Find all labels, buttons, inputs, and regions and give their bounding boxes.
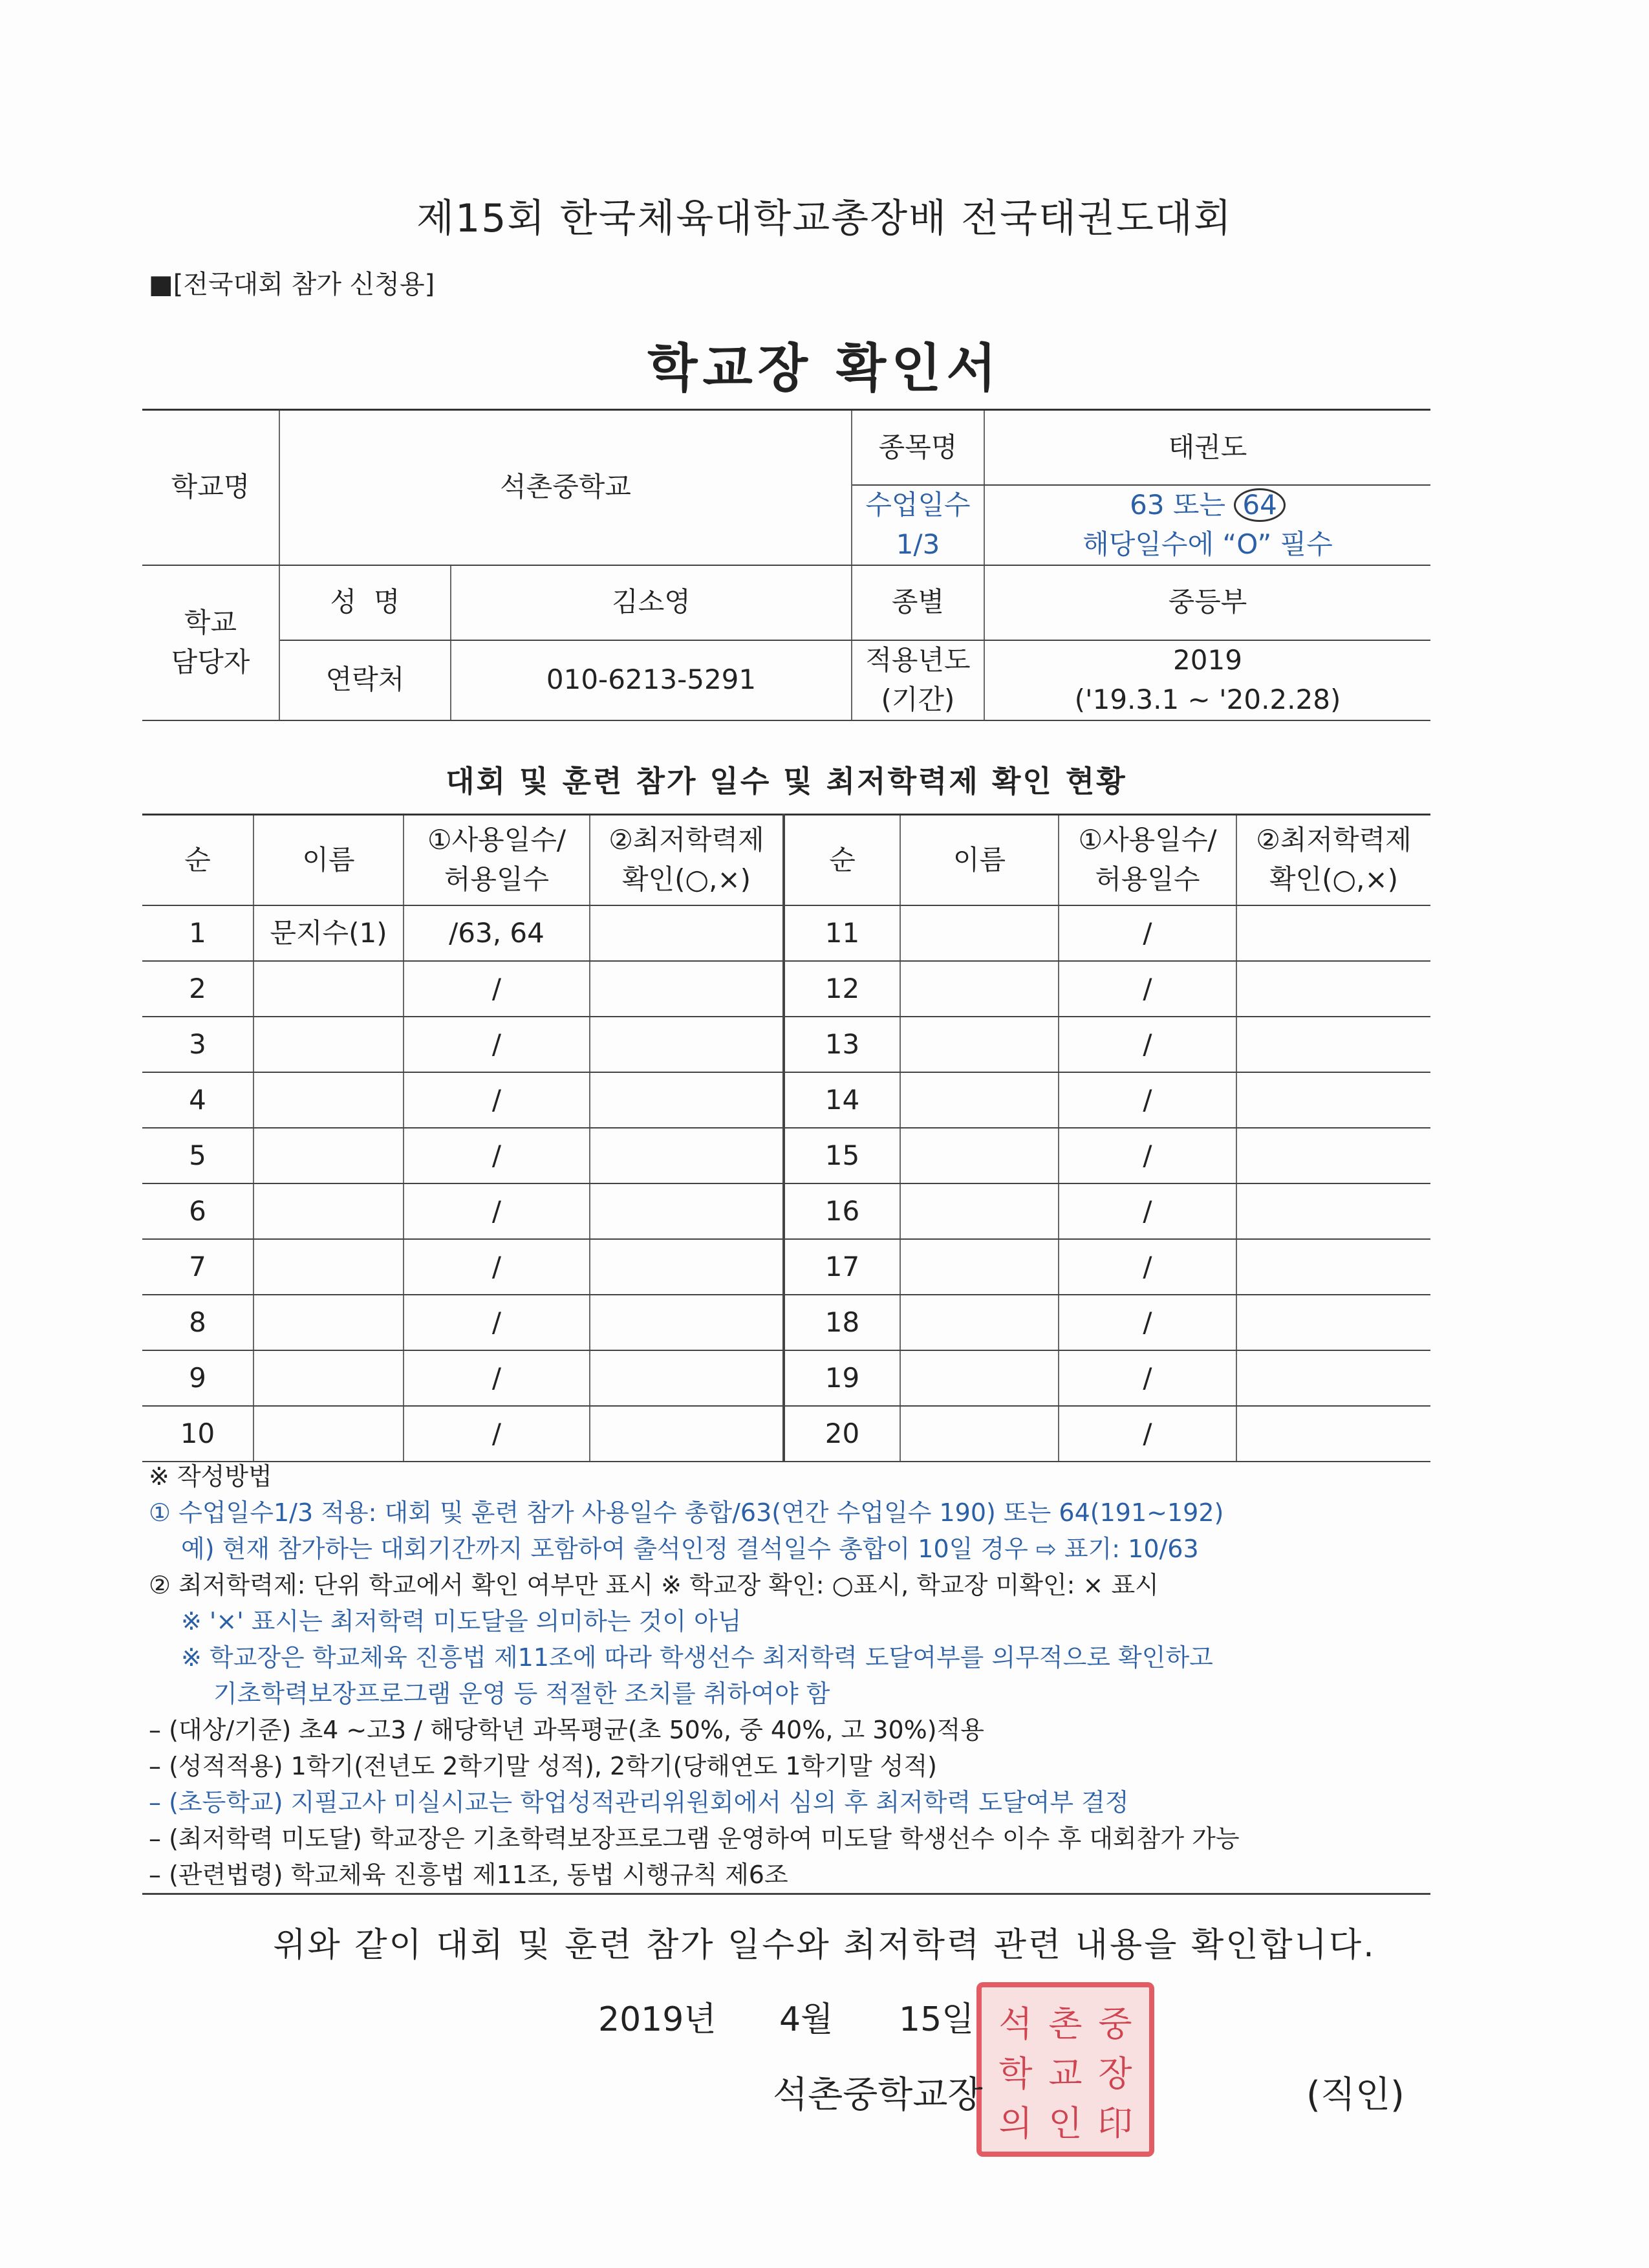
days-used: / — [404, 1350, 590, 1406]
academic-check — [1236, 961, 1430, 1017]
col-header-no: 순 — [784, 815, 900, 906]
form-type-label: ■[전국대회 참가 신청용] — [149, 270, 435, 299]
row-number: 6 — [142, 1183, 253, 1239]
days-used: / — [1059, 1072, 1236, 1128]
academic-check — [1236, 1017, 1430, 1072]
days-used: / — [1059, 1017, 1236, 1072]
date-month: 4월 — [779, 2000, 834, 2039]
table-row — [142, 1350, 1430, 1406]
days-used: / — [404, 1295, 590, 1350]
participant-name — [253, 1017, 404, 1072]
academic-check — [590, 1183, 784, 1239]
row-number: 18 — [784, 1295, 900, 1350]
academic-check — [590, 961, 784, 1017]
col-header-academic: ②최저학력제 확인(○,×) — [590, 815, 784, 906]
instruction-line: ② 최저학력제: 단위 학교에서 확인 여부만 표시 ※ 학교장 확인: ○표시, 학교장 미확인: × 표시 — [149, 1571, 1159, 1599]
row-number: 16 — [784, 1183, 900, 1239]
instruction-line: – (관련법령) 학교체육 진흥법 제11조, 동법 시행규칙 제6조 — [149, 1861, 788, 1889]
days-used: / — [404, 961, 590, 1017]
row-number: 4 — [142, 1072, 253, 1128]
participant-name — [253, 1406, 404, 1462]
school-days-label: 수업일수 1/3 — [852, 485, 984, 565]
instruction-line: ※ '×' 표시는 최저학력 미도달을 의미하는 것이 아님 — [181, 1607, 742, 1636]
row-number: 8 — [142, 1295, 253, 1350]
participant-name — [900, 905, 1059, 961]
academic-check — [1236, 1295, 1430, 1350]
name-value: 김소영 — [451, 565, 852, 640]
days-used: / — [1059, 1128, 1236, 1183]
table-row — [142, 1183, 1430, 1239]
date-day: 15일 — [899, 2000, 975, 2039]
participant-name — [900, 1128, 1059, 1183]
document-title: 학교장 확인서 — [647, 338, 1002, 398]
academic-check — [590, 1350, 784, 1406]
row-number: 20 — [784, 1406, 900, 1462]
days-used: / — [1059, 1295, 1236, 1350]
participant-name — [900, 1072, 1059, 1128]
row-number: 17 — [784, 1239, 900, 1295]
participant-name — [253, 961, 404, 1017]
participant-name — [900, 961, 1059, 1017]
days-used: / — [1059, 961, 1236, 1017]
school-name-value: 석촌중학교 — [279, 410, 852, 565]
academic-check — [1236, 1072, 1430, 1128]
days-used: / — [404, 1128, 590, 1183]
academic-check — [590, 1017, 784, 1072]
academic-check — [590, 1072, 784, 1128]
academic-check — [590, 905, 784, 961]
academic-check — [1236, 905, 1430, 961]
participant-name — [253, 1128, 404, 1183]
academic-check — [590, 1295, 784, 1350]
instruction-line: – (최저학력 미도달) 학교장은 기초학력보장프로그램 운영하여 미도달 학생선수 이수 후 대회참가 가능 — [149, 1824, 1240, 1853]
table-row — [142, 1295, 1430, 1350]
academic-check — [1236, 1128, 1430, 1183]
division-value: 중등부 — [984, 565, 1430, 640]
school-info-table — [142, 409, 1430, 721]
row-number: 1 — [142, 905, 253, 961]
days-used: / — [404, 1183, 590, 1239]
date-year: 2019년 — [598, 2000, 717, 2039]
academic-check — [590, 1128, 784, 1183]
participant-name — [253, 1295, 404, 1350]
col-header-no: 순 — [142, 815, 253, 906]
participant-name — [253, 1350, 404, 1406]
participant-name — [253, 1183, 404, 1239]
academic-check — [590, 1239, 784, 1295]
confirmation-text: 위와 같이 대회 및 훈련 참가 일수와 최저학력 관련 내용을 확인합니다. — [273, 1926, 1376, 1965]
days-used: / — [404, 1406, 590, 1462]
contact-value: 010-6213-5291 — [451, 640, 852, 720]
days-used: / — [404, 1072, 590, 1128]
sport-value: 태권도 — [984, 410, 1430, 486]
contact-label: 연락처 — [279, 640, 451, 720]
table-row — [142, 1239, 1430, 1295]
row-number: 10 — [142, 1406, 253, 1462]
row-number: 12 — [784, 961, 900, 1017]
circled-days-value: 64 — [1234, 488, 1285, 522]
days-used: / — [1059, 1183, 1236, 1239]
table-row — [142, 1017, 1430, 1072]
division-label: 종별 — [852, 565, 984, 640]
participant-name — [253, 1239, 404, 1295]
col-header-name: 이름 — [900, 815, 1059, 906]
days-used: / — [1059, 1350, 1236, 1406]
divider — [142, 1893, 1430, 1895]
row-number: 14 — [784, 1072, 900, 1128]
participant-name — [900, 1239, 1059, 1295]
participant-name: 문지수(1) — [253, 905, 404, 961]
col-header-days: ①사용일수/ 허용일수 — [404, 815, 590, 906]
row-number: 11 — [784, 905, 900, 961]
participant-name — [900, 1295, 1059, 1350]
section-title: 대회 및 훈련 참가 일수 및 최저학력제 확인 현황 — [446, 764, 1127, 799]
instruction-line: – (대상/기준) 초4 ~고3 / 해당학년 과목평균(초 50%, 중 40%, 고 30%)적용 — [149, 1716, 984, 1744]
participant-name — [900, 1406, 1059, 1462]
table-row — [142, 961, 1430, 1017]
academic-check — [590, 1406, 784, 1462]
school-name-label: 학교명 — [142, 410, 279, 565]
col-header-name: 이름 — [253, 815, 404, 906]
row-number: 3 — [142, 1017, 253, 1072]
participant-name — [900, 1017, 1059, 1072]
instruction-line: ※ 학교장은 학교체육 진흥법 제11조에 따라 학생선수 최저학력 도달여부를 의무적으로 확인하고 — [181, 1643, 1213, 1672]
academic-check — [1236, 1183, 1430, 1239]
participant-name — [900, 1350, 1059, 1406]
participant-name — [900, 1183, 1059, 1239]
table-row — [142, 1072, 1430, 1128]
table-row — [142, 905, 1430, 961]
participation-rows — [142, 905, 1430, 1462]
table-row — [142, 1128, 1430, 1183]
instruction-line: 기초학력보장프로그램 운영 등 적절한 조치를 취하여야 함 — [213, 1679, 830, 1708]
row-number: 2 — [142, 961, 253, 1017]
academic-check — [1236, 1239, 1430, 1295]
seal-label: (직인) — [1306, 2074, 1405, 2116]
days-used: / — [404, 1017, 590, 1072]
days-used: / — [1059, 905, 1236, 961]
days-used: / — [404, 1239, 590, 1295]
signer-title: 석촌중학교장 — [773, 2074, 983, 2116]
participation-table — [142, 814, 1430, 1462]
academic-check — [1236, 1350, 1430, 1406]
participant-name — [253, 1072, 404, 1128]
instruction-lines — [149, 1495, 1455, 1893]
sport-label: 종목명 — [852, 410, 984, 486]
manager-label: 학교 담당자 — [142, 565, 279, 720]
instructions — [149, 1458, 1455, 1893]
year-label: 적용년도 (기간) — [852, 640, 984, 720]
days-used: / — [1059, 1406, 1236, 1462]
instructions-heading: ※ 작성방법 — [149, 1462, 272, 1491]
school-days-value: 63 또는 64 해당일수에 “O” 필수 — [984, 485, 1430, 565]
col-header-academic: ②최저학력제 확인(○,×) — [1236, 815, 1430, 906]
official-seal-stamp: 석 촌 중 학 교 장 의 인 印 — [976, 1982, 1154, 2157]
event-title: 제15회 한국체육대학교총장배 전국태권도대회 — [416, 196, 1233, 241]
days-used: / — [1059, 1239, 1236, 1295]
year-value: 2019 ('19.3.1 ~ '20.2.28) — [984, 640, 1430, 720]
instruction-line: – (성적적용) 1학기(전년도 2학기말 성적), 2학기(당해연도 1학기말 성적) — [149, 1752, 937, 1780]
col-header-days: ①사용일수/ 허용일수 — [1059, 815, 1236, 906]
row-number: 9 — [142, 1350, 253, 1406]
academic-check — [1236, 1406, 1430, 1462]
row-number: 7 — [142, 1239, 253, 1295]
table-row — [142, 1406, 1430, 1462]
instruction-line: ① 수업일수1/3 적용: 대회 및 훈련 참가 사용일수 총합/63(연간 수업일수 190) 또는 64(191~192) — [149, 1498, 1224, 1527]
days-used: /63, 64 — [404, 905, 590, 961]
instruction-line: 예) 현재 참가하는 대회기간까지 포함하여 출석인정 결석일수 총합이 10일 경우 ⇨ 표기: 10/63 — [181, 1535, 1199, 1563]
name-label: 성 명 — [279, 565, 451, 640]
row-number: 13 — [784, 1017, 900, 1072]
row-number: 19 — [784, 1350, 900, 1406]
row-number: 15 — [784, 1128, 900, 1183]
row-number: 5 — [142, 1128, 253, 1183]
instruction-line: – (초등학교) 지필고사 미실시교는 학업성적관리위원회에서 심의 후 최저학력 도달여부 결정 — [149, 1788, 1129, 1817]
